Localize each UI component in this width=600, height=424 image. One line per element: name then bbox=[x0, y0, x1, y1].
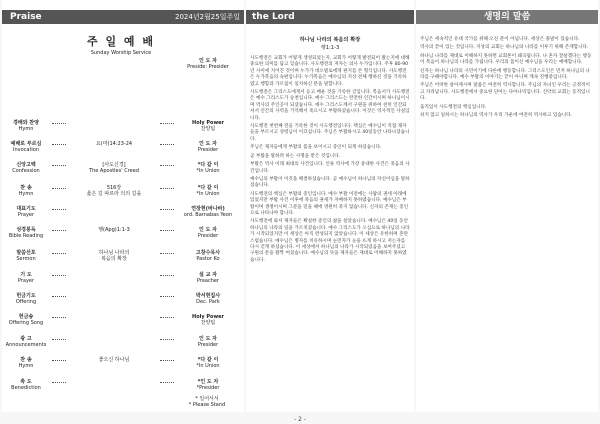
sermon-paragraph: 움직임이 사도행전의 핵심입니다. bbox=[420, 104, 487, 110]
order-label-en: Benediction bbox=[11, 385, 41, 391]
leader-dots bbox=[52, 123, 66, 124]
order-person bbox=[176, 272, 240, 284]
leader-dots bbox=[52, 253, 66, 254]
order-person-en: Preacher bbox=[196, 278, 220, 284]
order-row bbox=[0, 141, 242, 161]
order-label-ko: 축 도 bbox=[20, 379, 32, 385]
order-content bbox=[70, 141, 158, 147]
order-label-en: Hymn bbox=[18, 126, 34, 132]
sermon-title: 하나님 나라의 복음의 확장 bbox=[299, 37, 361, 43]
lord-header bbox=[246, 10, 414, 24]
order-label bbox=[2, 206, 50, 218]
order-person bbox=[176, 336, 240, 348]
order-label-ko: 신앙고백 bbox=[16, 162, 36, 168]
leader-dots bbox=[52, 230, 66, 231]
order-label-ko: 찬 송 bbox=[20, 185, 32, 191]
order-row bbox=[0, 293, 242, 313]
order-label-en: Hymn bbox=[18, 191, 34, 197]
order-person-en: Pastor Ko bbox=[196, 256, 220, 262]
order-label-ko: 경배와 찬양 bbox=[13, 120, 39, 126]
sermon-reference: 행1:1-3 bbox=[320, 45, 340, 51]
order-content-line1: [사도신경] bbox=[102, 162, 126, 168]
order-person-en: *In Union bbox=[196, 168, 220, 174]
order-person-en: Presider bbox=[197, 147, 219, 153]
sermon-paragraph: 역사의 끝이 있는 것입니다. 지상의 교회는 하나님의 나라를 이루기 위해 존재합니다. bbox=[420, 45, 589, 51]
preside-block bbox=[176, 58, 240, 70]
order-label bbox=[2, 120, 50, 132]
order-label-en: Offering Song bbox=[8, 320, 44, 326]
order-person-ko: 설 교 자 bbox=[199, 272, 217, 278]
order-person-ko: 연장현(바나바) bbox=[191, 206, 225, 212]
sermon-paragraph: 곧 부활을 말하려 하는 사명을 받은 것입니다. bbox=[250, 153, 341, 159]
order-content-line2: 옳은 길 따르라 의의 길을 bbox=[86, 191, 142, 197]
order-label bbox=[2, 336, 50, 348]
order-person-en: Dec. Park bbox=[196, 299, 220, 305]
order-content bbox=[70, 250, 158, 262]
order-label-ko: 찬 송 bbox=[20, 357, 32, 363]
service-title: 주 일 예 배 bbox=[87, 35, 155, 48]
praise-label: Praise bbox=[10, 12, 42, 22]
order-label bbox=[2, 272, 50, 284]
sermon-paragraph: 사도행전 첫번째 전을 기록한 것이 사도행전입니다. 핵심은 예수님이 직접 제자들을 부르시고 성령님이 이끄십니다. 주님은 부활하시고 40일동안 나타나셨습니다. bbox=[250, 124, 410, 142]
order-person-ko: *다 같 이 bbox=[197, 185, 219, 191]
order-content-line1: 하나님 나라의 bbox=[98, 250, 130, 256]
sermon-paragraph: 신자는 하나님 나라의 시민이기에 다른에 행동합니다. 그리스도인은 먼저 하나님의 나라를 구해야합니다. 예수 부활의 이야기는 끝이 아니며 계속 진행중입니다. bbox=[420, 68, 590, 81]
order-content-line1: 좋으신 하나님 bbox=[98, 357, 130, 363]
leader-dots bbox=[160, 209, 174, 210]
order-content-line1: 요(마)14:23-24 bbox=[95, 141, 133, 147]
order-person-en: *In Union bbox=[196, 363, 220, 369]
leader-dots bbox=[160, 230, 174, 231]
service-date: 2024년2월25일주일 bbox=[175, 13, 240, 21]
order-content bbox=[70, 185, 158, 197]
order-label-en: Bible Reading bbox=[8, 233, 44, 239]
order-row bbox=[0, 227, 242, 247]
order-row bbox=[0, 336, 242, 356]
order-label-ko: 기 도 bbox=[20, 272, 32, 278]
order-row bbox=[0, 272, 242, 292]
leader-dots bbox=[160, 360, 174, 361]
leader-dots bbox=[52, 360, 66, 361]
order-person-ko: 고창수목사 bbox=[195, 250, 221, 256]
order-label-en: Hymn bbox=[18, 363, 34, 369]
order-label-en: Confession bbox=[12, 168, 40, 174]
order-person bbox=[176, 293, 240, 305]
order-person bbox=[176, 162, 240, 174]
sermon-paragraph: 주님은 제자들에게 부활의 몸을 보이시고 증인이 되게 하셨습니다. bbox=[250, 145, 382, 151]
order-row bbox=[0, 185, 242, 205]
leader-dots bbox=[160, 123, 174, 124]
sermon-col-title: 생명의 말씀 bbox=[483, 12, 531, 22]
leader-dots bbox=[52, 275, 66, 276]
order-person bbox=[176, 206, 240, 218]
order-label bbox=[2, 227, 50, 239]
order-person-en: 찬양팀 bbox=[200, 320, 216, 326]
order-person-ko: *다 같 이 bbox=[197, 162, 219, 168]
order-person-en: Presider bbox=[197, 342, 219, 348]
order-content-line2: 복음의 확장 bbox=[101, 256, 127, 262]
order-person-ko: 인 도 자 bbox=[199, 336, 217, 342]
order-person-en: *Presider bbox=[196, 385, 220, 391]
order-person-ko: *다 같 이 bbox=[197, 357, 219, 363]
sermon-paragraph: 사도행전에 와서 제자들은 확실한 증인의 삶을 살았습니다. 예수님은 40일 동안 하나님의 나라의 일을 가르치셨습니다. 예수 그리스도가 오심으로 하나님의 나라가 시작되었지만 이 세상은 아직 완성되지 않았습니다. 이 세상은 유한하며 혼란스럽습니다. 예수님은 병자를 치유하시며 눈먼자가 눈을 뜨게 하시고 저는자를 다시 걷게 하셨습니다. 이 세상에서 하나님의 나라가 시작되었음을 보여주셨고 구원의 문을 활짝 여셨습니다. 예수님의 뜻을 제자들은 제대로 이해하지 못하였습니다. bbox=[250, 219, 410, 263]
order-row bbox=[0, 357, 242, 377]
order-label-ko: 성경봉독 bbox=[16, 227, 36, 233]
order-person bbox=[176, 141, 240, 153]
sermon-paragraph: 사도행전의 핵심은 부활의 증인입니다. 예수 부활 이전에는 사람의 권세 아래에 있었지만 부활 사건 이후에 죽음의 권세가 자배하지 못하였습니다. 예수님은 부활이며 생명이시며 그분을 믿을 때에 영원히 죽지 않습니다. 신자의 존재는 증인으로 나타나야 합니다. bbox=[250, 191, 409, 216]
order-label-en: Prayer bbox=[17, 278, 35, 284]
leader-dots bbox=[52, 317, 66, 318]
sermon-paragraph: 사도행전은 교회가 어떻게 생성되었는지, 교회가 어떻게 발전되어 왔는지에 대해 중요한 의미를 담고 있습니다. 사도행전의 저자는 의사 누가입니다. 주후 80-90년 사이에 지어진 것이며 누가가 데오빌로에게 편지를 쓴 형식입니다. 사도행전은 누가복음의 속편입니다. 누가복음은 예수님의 지상 전체 행하신 것을 기록하였고 행함과 가르침이 일치하신 분을 말합니다. bbox=[250, 56, 410, 87]
leader-dots bbox=[160, 275, 174, 276]
leader-dots bbox=[52, 382, 66, 383]
stand-note-en: * Please Stand bbox=[188, 402, 226, 408]
leader-dots bbox=[160, 296, 174, 297]
order-label bbox=[2, 293, 50, 305]
leader-dots bbox=[160, 339, 174, 340]
order-person-ko: Holy Power bbox=[192, 120, 224, 126]
order-row bbox=[0, 206, 242, 226]
order-label bbox=[2, 379, 50, 391]
order-row bbox=[0, 120, 242, 140]
lord-label: the Lord bbox=[252, 12, 295, 22]
sermon-paragraph: 주님은 세속적인 유대 국가를 위해 오신 분이 아닙니다. 세상은 종말이 있습니다. bbox=[420, 37, 580, 42]
order-content-line2: The Apostles' Creed bbox=[89, 168, 139, 174]
order-content-line1: 행(Apg)1:1-3 bbox=[98, 227, 130, 233]
order-person bbox=[176, 120, 240, 132]
order-person bbox=[176, 227, 240, 239]
order-person-en: 찬양팀 bbox=[200, 126, 216, 132]
leader-dots bbox=[52, 339, 66, 340]
order-person-ko: 인 도 자 bbox=[199, 141, 217, 147]
order-label-en: Sermon bbox=[16, 256, 36, 262]
order-label-ko: 헌금송 bbox=[18, 314, 34, 320]
order-label-ko: 말씀선포 bbox=[16, 250, 36, 256]
sermon-text-col3 bbox=[420, 37, 594, 121]
leader-dots bbox=[160, 165, 174, 166]
order-label bbox=[2, 250, 50, 262]
order-content bbox=[70, 357, 158, 363]
leader-dots bbox=[160, 144, 174, 145]
sermon-paragraph: 사도행전은 그리스도에게서 듣고 배운 것을 기록한 글입니다. 복음서가 사도행전은 예수 그리스도가 승천입니다. 예수 그리스도는 완전한 인간이시며 하나님이시며 역사의 주인공이 되셨습니다. 예수 그리스도께서 구원을 위하여 친히 인간되셔서 인간의 사역을 기억해서 죽으시고 부활하셨습니다. 이것은 역사적인 사실입니다. bbox=[250, 90, 410, 121]
order-label-ko: 헌금기도 bbox=[16, 293, 36, 299]
stand-note bbox=[172, 396, 242, 408]
order-content-line1: 516장 bbox=[106, 185, 122, 191]
sermon-text-col2 bbox=[250, 56, 410, 266]
sermon-paragraph: 하나님 나라를 제대로 이해하지 못하면 교회론이 왜곡됩니다. 나 혼자 잘살겠다는 행동이 복음이 하나님의 나라를 가립니다. 우리의 몸이신 예수님을 우리는 예배합니다. bbox=[420, 53, 592, 66]
order-person bbox=[176, 314, 240, 326]
order-row bbox=[0, 162, 242, 182]
order-label-en: Prayer bbox=[17, 212, 35, 218]
sermon-paragraph: 부활은 역사 이래 최대의 사건입니다. 인류 역사에 가장 중대한 사건은 죽음의 사건입니다. bbox=[250, 162, 410, 174]
order-label bbox=[2, 357, 50, 369]
order-person-ko: 인 도 자 bbox=[199, 227, 217, 233]
leader-dots bbox=[52, 209, 66, 210]
order-person-ko: Holy Power bbox=[192, 314, 224, 320]
stand-note-ko: * 일어서서 bbox=[195, 396, 219, 402]
sermon-paragraph: 주님은 어떠한 살아계시며 말씀은 여전히 역사합니다. 주님의 자녀인 우리는 긍정적이고 자라납니다. 사도행전에서 중요한 단어는 다아나믹입니다. 신약의 교회는 동적입니다. bbox=[420, 83, 590, 102]
order-label-ko: 광 고 bbox=[20, 336, 32, 342]
preside-en: Preside: Presider bbox=[187, 64, 229, 70]
order-person bbox=[176, 185, 240, 197]
page-number: - 2 - bbox=[294, 416, 306, 423]
leader-dots bbox=[160, 382, 174, 383]
order-row bbox=[0, 314, 242, 334]
leader-dots bbox=[160, 188, 174, 189]
order-row bbox=[0, 250, 242, 270]
order-label-en: Announcements bbox=[5, 342, 47, 348]
order-label bbox=[2, 162, 50, 174]
order-person bbox=[176, 357, 240, 369]
order-label-en: Offering bbox=[15, 299, 37, 305]
leader-dots bbox=[52, 144, 66, 145]
leader-dots bbox=[52, 296, 66, 297]
order-person-ko: 박서현집사 bbox=[195, 293, 221, 299]
order-label-ko: 대표기도 bbox=[16, 206, 36, 212]
order-label bbox=[2, 185, 50, 197]
order-person-en: ord. Barnabas Yeon bbox=[183, 212, 233, 218]
order-label bbox=[2, 141, 50, 153]
leader-dots bbox=[160, 253, 174, 254]
sermon-col-header bbox=[416, 10, 598, 24]
leader-dots bbox=[52, 165, 66, 166]
order-content bbox=[70, 162, 158, 174]
service-subtitle: Sunday Worship Service bbox=[90, 50, 152, 56]
leader-dots bbox=[52, 188, 66, 189]
order-person bbox=[176, 379, 240, 391]
sermon-paragraph: 예수님의 부활이 이것을 해결하셨습니다. 곧 예수님이 하나님의 자신이심을 말하셨습니다. bbox=[250, 176, 410, 189]
order-content bbox=[70, 227, 158, 233]
sermon-paragraph: 쉬지 않고 일하시는 하나님의 역사가 우리 가운데 여전히 역사하고 있습니다. bbox=[420, 113, 573, 119]
order-person-en: *In Union bbox=[196, 191, 220, 197]
praise-header bbox=[2, 10, 244, 24]
order-label-ko: 예배로 부르심 bbox=[10, 141, 42, 147]
leader-dots bbox=[160, 317, 174, 318]
order-label-en: Invocation bbox=[12, 147, 40, 153]
order-label bbox=[2, 314, 50, 326]
order-person-en: Presider bbox=[197, 233, 219, 239]
preside-ko: 인 도 자 bbox=[199, 58, 217, 64]
order-person bbox=[176, 250, 240, 262]
order-person-ko: *인 도 자 bbox=[197, 379, 219, 385]
